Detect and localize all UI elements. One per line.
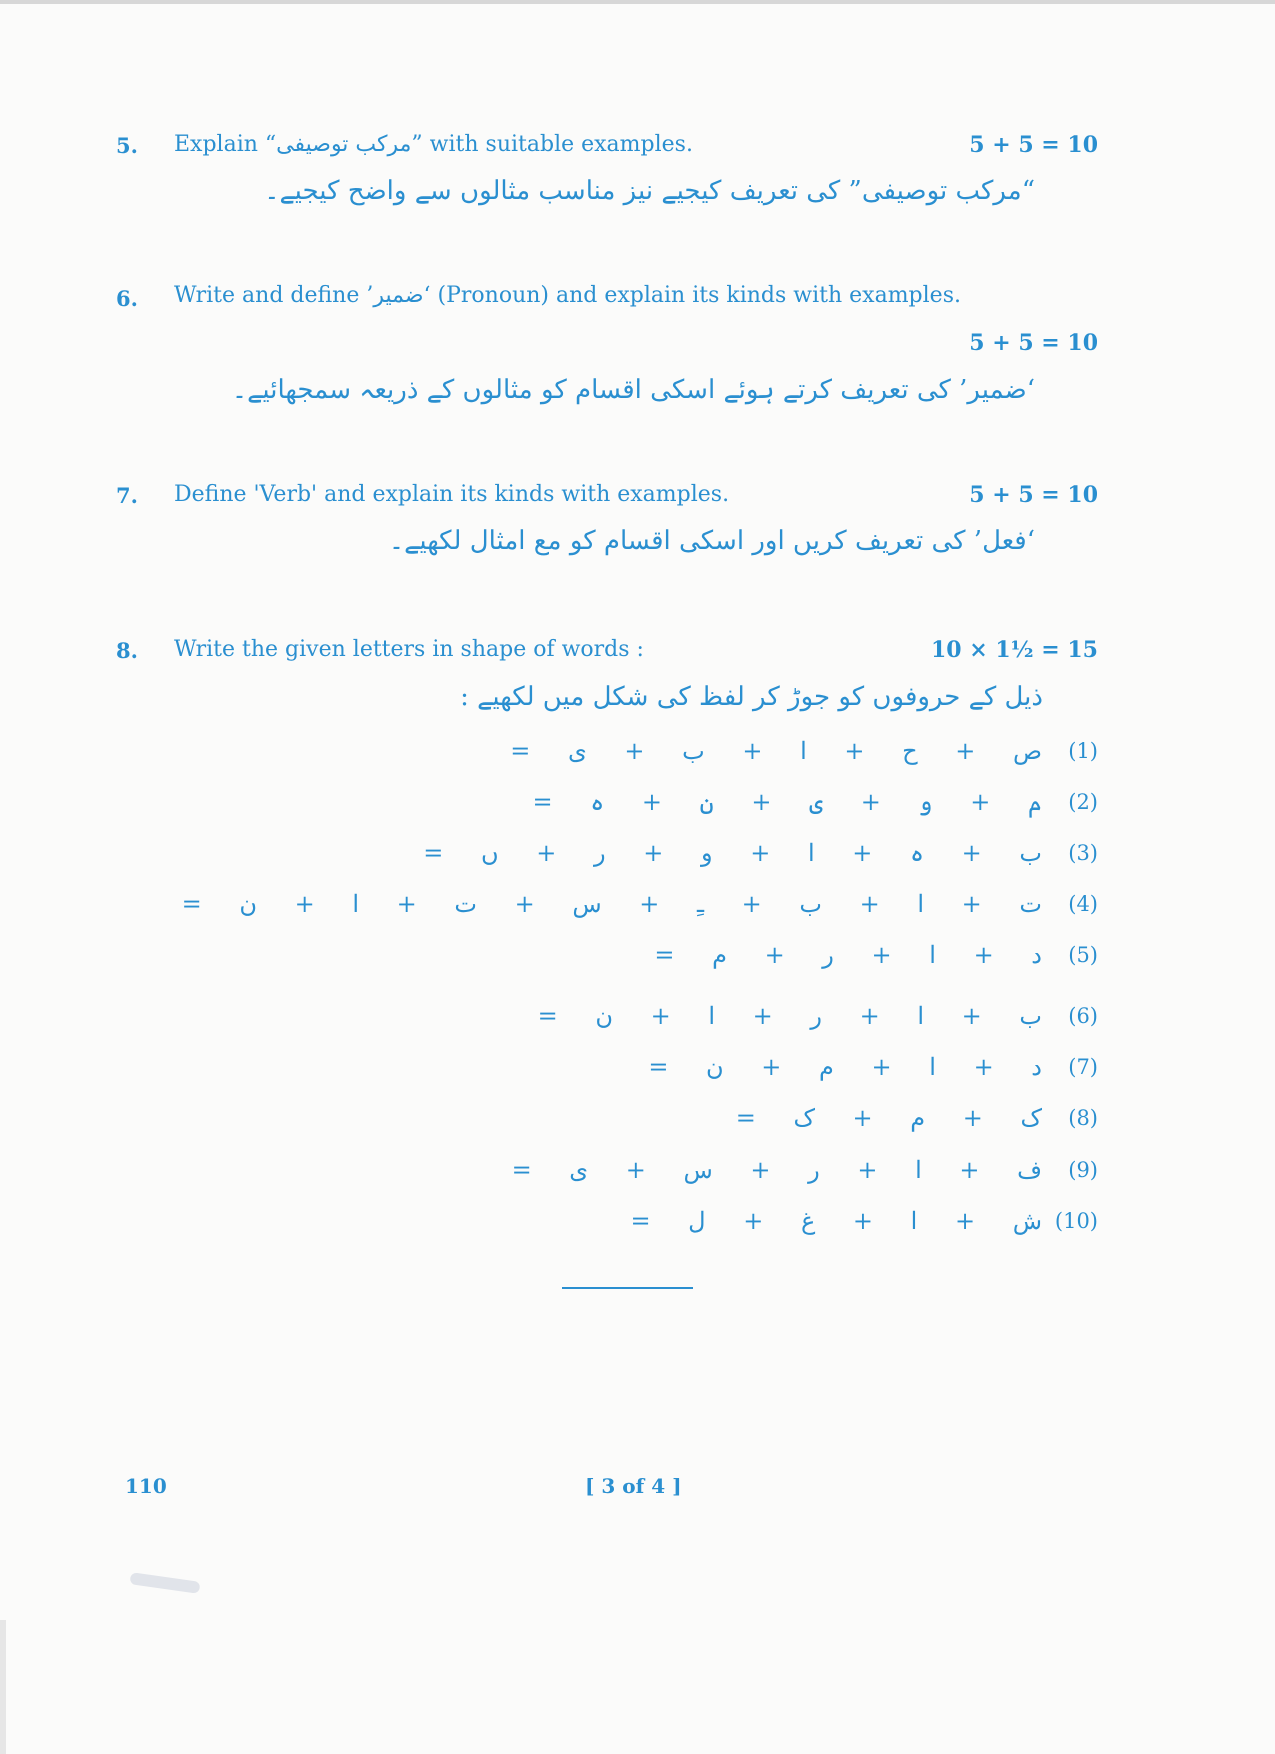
end-rule	[562, 1287, 693, 1289]
letter-row	[648, 1053, 1098, 1081]
page-indicator: [ 3 of 4 ]	[585, 1474, 682, 1498]
question-urdu: ‘ضمیر’ کی تعریف کرتے ہوئے اسکی اقسام کو مثالوں کے ذریعہ سمجھائیے۔	[231, 375, 1035, 405]
page-top-edge	[0, 0, 1275, 4]
letter-row	[735, 1104, 1098, 1132]
letter-row	[654, 941, 1098, 969]
page-left-edge	[0, 1620, 6, 1754]
row-letters: ش + ا + غ + ل =	[630, 1207, 1042, 1235]
row-index: (4)	[1068, 892, 1098, 916]
scan-smudge	[130, 1572, 201, 1594]
row-letters: ت + ا + ب + ـِ + س + ت + ا + ن =	[181, 890, 1042, 918]
question-text: Write and define ‘ضمیر’ (Pronoun) and explain its kinds with examples.	[174, 283, 961, 308]
question-urdu: “مرکب توصیفی” کی تعریف کیجیے نیز مناسب مثالوں سے واضح کیجیے۔	[264, 176, 1035, 206]
letter-row	[630, 1207, 1098, 1235]
row-index: (1)	[1068, 739, 1098, 763]
row-letters: م + و + ی + ن + ہ =	[532, 788, 1042, 816]
question-text: Define 'Verb' and explain its kinds with examples.	[174, 482, 730, 507]
letter-row	[181, 890, 1098, 918]
question-marks: 5 + 5 = 10	[969, 132, 1098, 158]
letter-row	[532, 788, 1098, 816]
question-urdu: ذیل کے حروفوں کو جوڑ کر لفظ کی شکل میں لکھیے :	[460, 682, 1043, 712]
row-index: (8)	[1068, 1106, 1098, 1130]
question-urdu: ‘فعل’ کی تعریف کریں اور اسکی اقسام کو مع امثال لکھیے۔	[388, 526, 1035, 556]
row-letters: ف + ا + ر + س + ی =	[511, 1156, 1042, 1184]
row-index: (3)	[1068, 841, 1098, 865]
question-number: 8.	[116, 638, 138, 663]
row-index: (9)	[1068, 1158, 1098, 1182]
question-number: 5.	[116, 133, 138, 158]
row-index: (5)	[1068, 943, 1098, 967]
letter-row	[511, 1156, 1098, 1184]
question-number: 6.	[116, 286, 138, 311]
question-text: Explain “مرکب توصیفی” with suitable examples.	[174, 132, 693, 157]
question-marks: 5 + 5 = 10	[969, 330, 1098, 356]
letter-row	[510, 737, 1098, 765]
row-letters: ص + ح + ا + ب + ی =	[510, 737, 1042, 765]
letter-row	[423, 839, 1098, 867]
row-index: (6)	[1068, 1004, 1098, 1028]
question-marks: 10 × 1½ = 15	[931, 637, 1098, 663]
question-marks: 5 + 5 = 10	[969, 482, 1098, 508]
paper-code: 110	[125, 1474, 167, 1498]
row-letters: د + ا + ر + م =	[654, 941, 1042, 969]
letter-row	[537, 1002, 1098, 1030]
question-number: 7.	[116, 483, 138, 508]
row-index: (10)	[1054, 1209, 1098, 1233]
row-letters: ک + م + ک =	[735, 1104, 1042, 1132]
row-letters: ب + ہ + ا + و + ر + ں =	[423, 839, 1042, 867]
row-index: (2)	[1068, 790, 1098, 814]
question-text: Write the given letters in shape of words :	[174, 637, 644, 662]
row-letters: ب + ا + ر + ا + ن =	[537, 1002, 1042, 1030]
row-index: (7)	[1068, 1055, 1098, 1079]
row-letters: د + ا + م + ن =	[648, 1053, 1042, 1081]
